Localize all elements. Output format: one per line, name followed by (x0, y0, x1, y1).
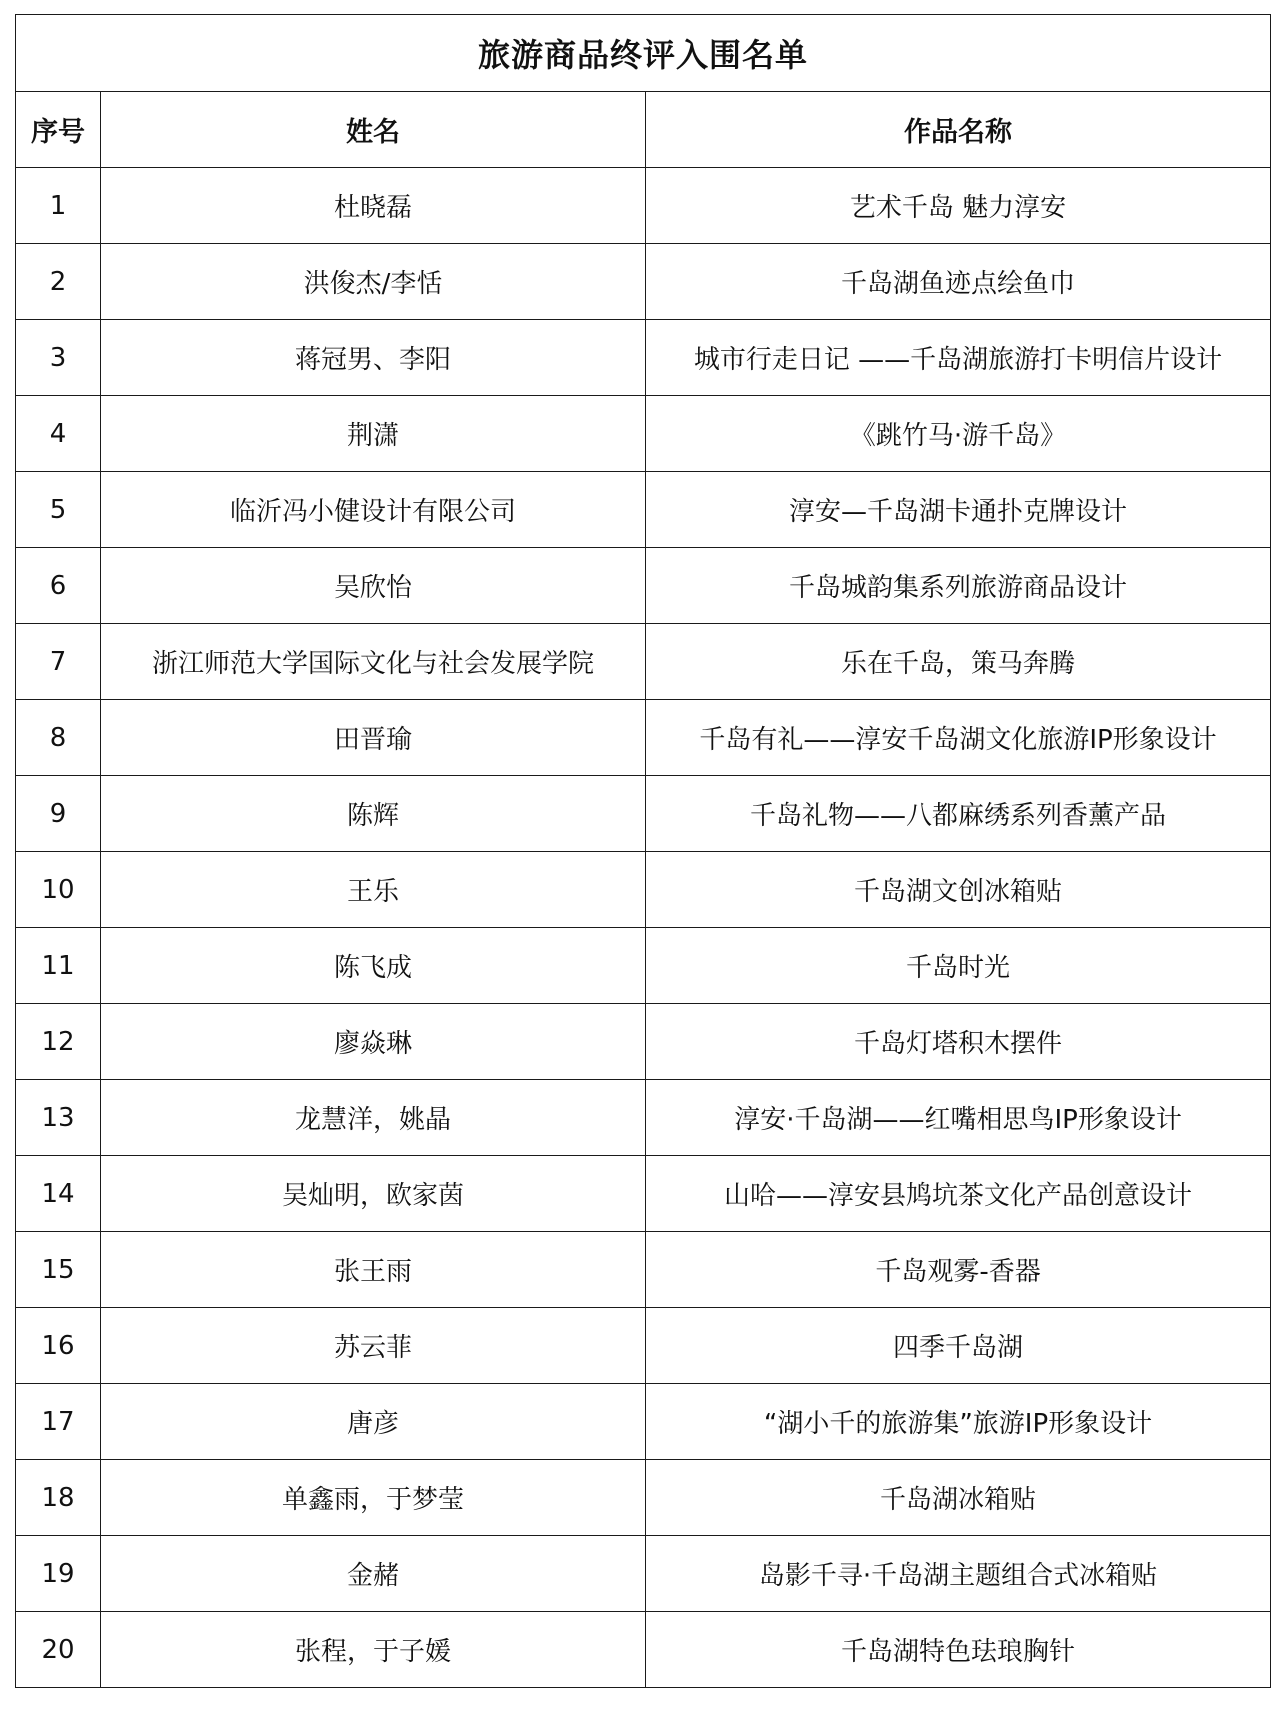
finalist-table (15, 14, 1271, 1688)
row-number: 9 (16, 776, 101, 852)
table-row (16, 928, 1271, 1004)
row-name: 吴灿明，欧家茵 (101, 1156, 646, 1232)
table-row (16, 472, 1271, 548)
row-number: 3 (16, 320, 101, 396)
row-name: 杜晓磊 (101, 168, 646, 244)
row-work: 千岛城韵集系列旅游商品设计 (646, 548, 1271, 624)
row-work: 艺术千岛 魅力淳安 (646, 168, 1271, 244)
table-row (16, 548, 1271, 624)
row-number: 19 (16, 1536, 101, 1612)
row-number: 16 (16, 1308, 101, 1384)
row-work: 千岛礼物——八都麻绣系列香薰产品 (646, 776, 1271, 852)
row-name: 洪俊杰/李恬 (101, 244, 646, 320)
row-name: 田晋瑜 (101, 700, 646, 776)
row-work: 千岛时光 (646, 928, 1271, 1004)
row-name: 陈辉 (101, 776, 646, 852)
row-work: 千岛湖鱼迹点绘鱼巾 (646, 244, 1271, 320)
table-row (16, 776, 1271, 852)
row-number: 15 (16, 1232, 101, 1308)
header-work: 作品名称 (646, 92, 1271, 168)
row-number: 5 (16, 472, 101, 548)
row-number: 6 (16, 548, 101, 624)
row-number: 8 (16, 700, 101, 776)
row-work: 淳安·千岛湖——红嘴相思鸟IP形象设计 (646, 1080, 1271, 1156)
table-row (16, 1004, 1271, 1080)
row-name: 廖焱琳 (101, 1004, 646, 1080)
row-number: 11 (16, 928, 101, 1004)
row-work: 千岛观雾-香器 (646, 1232, 1271, 1308)
row-name: 陈飞成 (101, 928, 646, 1004)
row-number: 1 (16, 168, 101, 244)
table-row (16, 1156, 1271, 1232)
row-number: 18 (16, 1460, 101, 1536)
row-work: 淳安—千岛湖卡通扑克牌设计 (646, 472, 1271, 548)
table-row (16, 1460, 1271, 1536)
row-work: 千岛湖特色珐琅胸针 (646, 1612, 1271, 1688)
row-name: 荆潇 (101, 396, 646, 472)
table-title: 旅游商品终评入围名单 (16, 15, 1271, 92)
table-row (16, 1536, 1271, 1612)
table-row (16, 244, 1271, 320)
row-name: 单鑫雨，于梦莹 (101, 1460, 646, 1536)
row-work: 千岛有礼——淳安千岛湖文化旅游IP形象设计 (646, 700, 1271, 776)
row-name: 吴欣怡 (101, 548, 646, 624)
row-number: 13 (16, 1080, 101, 1156)
row-name: 金赭 (101, 1536, 646, 1612)
row-name: 蒋冠男、李阳 (101, 320, 646, 396)
row-work: “湖小千的旅游集”旅游IP形象设计 (646, 1384, 1271, 1460)
row-work: 千岛湖冰箱贴 (646, 1460, 1271, 1536)
table-row (16, 320, 1271, 396)
header-number: 序号 (16, 92, 101, 168)
table-row (16, 852, 1271, 928)
row-work: 山哈——淳安县鸠坑茶文化产品创意设计 (646, 1156, 1271, 1232)
table-row (16, 700, 1271, 776)
row-name: 龙慧洋，姚晶 (101, 1080, 646, 1156)
table-row (16, 168, 1271, 244)
row-name: 王乐 (101, 852, 646, 928)
row-number: 20 (16, 1612, 101, 1688)
row-number: 10 (16, 852, 101, 928)
row-number: 12 (16, 1004, 101, 1080)
row-work: 千岛灯塔积木摆件 (646, 1004, 1271, 1080)
row-work: 《跳竹马·游千岛》 (646, 396, 1271, 472)
row-name: 苏云菲 (101, 1308, 646, 1384)
row-work: 四季千岛湖 (646, 1308, 1271, 1384)
title-row (16, 15, 1271, 92)
table-row (16, 1232, 1271, 1308)
table-row (16, 1080, 1271, 1156)
row-work: 乐在千岛，策马奔腾 (646, 624, 1271, 700)
document-sheet (15, 14, 1270, 1688)
header-row (16, 92, 1271, 168)
table-row (16, 1308, 1271, 1384)
table-row (16, 624, 1271, 700)
row-number: 7 (16, 624, 101, 700)
row-name: 唐彦 (101, 1384, 646, 1460)
row-name: 临沂冯小健设计有限公司 (101, 472, 646, 548)
row-name: 张王雨 (101, 1232, 646, 1308)
row-number: 14 (16, 1156, 101, 1232)
row-work: 城市行走日记 ——千岛湖旅游打卡明信片设计 (646, 320, 1271, 396)
row-number: 17 (16, 1384, 101, 1460)
header-name: 姓名 (101, 92, 646, 168)
table-row (16, 1384, 1271, 1460)
row-work: 岛影千寻·千岛湖主题组合式冰箱贴 (646, 1536, 1271, 1612)
row-work: 千岛湖文创冰箱贴 (646, 852, 1271, 928)
table-row (16, 396, 1271, 472)
table-row (16, 1612, 1271, 1688)
row-number: 4 (16, 396, 101, 472)
row-name: 浙江师范大学国际文化与社会发展学院 (101, 624, 646, 700)
row-number: 2 (16, 244, 101, 320)
row-name: 张程，于子媛 (101, 1612, 646, 1688)
table-body (16, 168, 1271, 1688)
